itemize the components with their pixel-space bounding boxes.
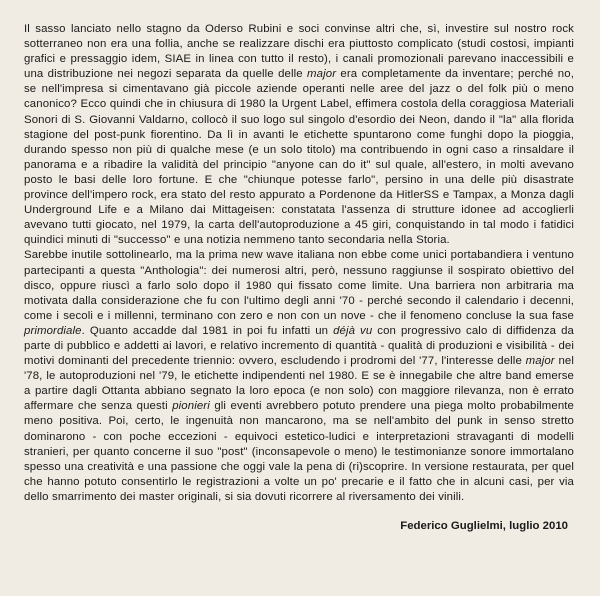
paragraph-two-run-1: Sarebbe inutile sottolinearlo, ma la prima new wave italiana non ebbe come unici portabandiera i ventuno partecipanti a questa "Anthologia": dei numerosi altri, però, nessuno raggiunse il sospirato obiettivo del disco, oppure riuscì a farlo solo dopo il 1980 qui fissato come limite. Una barriera non arbitraria ma motivata dalla considerazione che fu con l'ultimo degli anni '70 - perché secondo il calendario i decenni, come i secoli e i millenni, terminano con zero e non con un nove - che il fenomeno concluse la sua fase xyxy=(24,249,574,322)
paragraph-two-run-2: . Quanto accadde dal 1981 in poi fu infatti un xyxy=(81,324,334,337)
paragraph-one xyxy=(24,22,574,248)
paragraph-two-italic-dejavu: déjà vu xyxy=(333,324,373,337)
paragraph-two-italic-pionieri: pionieri xyxy=(172,400,210,413)
paragraph-one-italic-major: major xyxy=(307,68,337,81)
paragraph-two xyxy=(24,248,574,505)
paragraph-two-italic-primordiale: primordiale xyxy=(24,324,82,337)
paragraph-one-run-1: Il sasso lanciato nello stagno da Oderso Rubini e soci convinse altri che, sì, investire sul nostro rock sotterraneo non era una follia, anche se realizzare dischi era piuttosto complicato (studi costosi, impianti grafici e pressaggio idem, SIAE in linea con tutto il resto), i canali promozionali parevano inaccessibili e una distribuzione nei negozi separata da quelle delle xyxy=(24,23,574,81)
paragraph-two-run-3: con progressivo calo di diffidenza da parte di pubblico e addetti ai lavori, e relativo incremento di quantità - qualità di produzioni e visibilità - dei motivi dominanti del precedente triennio: ovvero, escludendo i prodromi del '77, l'interesse delle xyxy=(24,324,574,368)
paragraph-one-run-2: era completamente da inventare; perché no, se nell'impresa si cimentavano già piccole aziende operanti nelle aree del jazz o del folk più o meno canonico? Ecco quindi che in chiusura di 1980 la Urgent Label, effimera costola della coraggiosa Materiali Sonori di S. Giovanni Valdarno, collocò il suo logo sul singolo d'esordio dei Neon, dando il "la" alla florida stagione del post-punk fiorentino. Da lì in avanti le etichette spuntarono come funghi dopo la pioggia, durando spesso non più di qualche mese (e un solo titolo) ma contribuendo in ogni caso a rinsaldare il panorama e a ribadire la validità del principio "anyone can do it" sul quale, all'estero, in molti avevano posto le basi delle loro fortune. E che "chiunque potesse farlo", persino in una delle più disastrate province dell'impero rock, era stato del resto appurato a Pordenone da HitlerSS e Tampax, a Monza dagli Underground Life e a Milano dai Mittageisen: constatata l'assenza di strutture idonee ad accoglierli avevano tutti giocato, nel 1979, la carta dell'autoproduzione a 45 giri, conquistando in tal modo i fatidici quindici minuti di "successo" e una notizia nemmeno tanto secondaria nella Storia. xyxy=(24,68,574,247)
paragraph-two-italic-major: major xyxy=(525,355,555,368)
paragraph-two-run-5: gli eventi avrebbero potuto prendere una piega molto probabilmente meno positiva. Poi, certo, le ingenuità non mancarono, ma se nell'ambito del punk in senso stretto dominarono - con poche eccezioni - equivoci estetico-ludici e interpretazioni stravaganti di modelli stranieri, per quanto concerne il suo "post" (inconsapevole o meno) le testimonianze sonore immortalano spesso una creatività e una passione che oggi vale la pena di (ri)scoprire. In versione restaurata, per quel che hanno potuto consentirlo le registrazioni a volte un po' precarie e il fatto che in alcuni casi, per via dello smarrimento dei master originali, si sia dovuti ricorrere al riversamento dei vinili. xyxy=(24,400,574,503)
author-signature: Federico Guglielmi, luglio 2010 xyxy=(400,520,568,532)
article-body xyxy=(24,22,574,505)
paragraph-two-run-4: nel '78, le autoproduzioni nel '79, le etichette indipendenti nel 1980. E se è innegabile che altre band emerse a partire dagli Ottanta abbiano segnato la loro epoca (e non solo) con maggiore rilevanza, non è errato affermare che senza questi xyxy=(24,355,575,413)
